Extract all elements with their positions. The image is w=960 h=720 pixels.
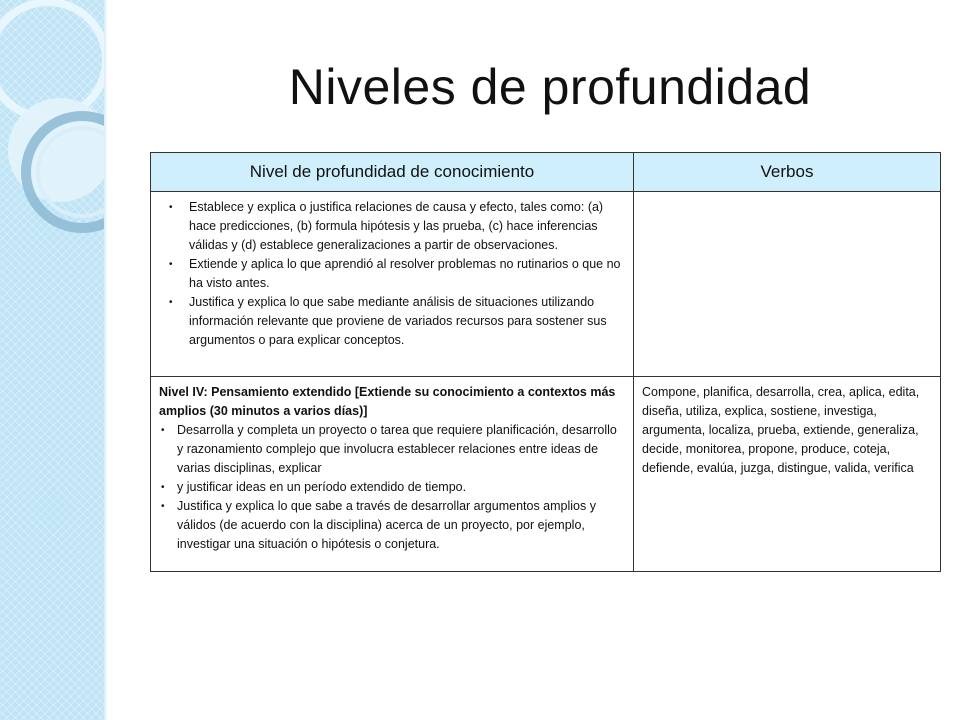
depth-levels-table <box>150 152 941 572</box>
decorative-circles <box>0 0 107 720</box>
bullet-list <box>159 421 625 554</box>
verbs-cell-empty <box>634 192 941 377</box>
list-item: • Establece y explica o justifica relaciones de causa y efecto, tales como: (a) hace predicciones, (b) formula hipótesis y las prueba, (c) hace inferencias válidas y (d) establece generalizaciones a partir de observaciones. <box>159 198 625 255</box>
column-header-verbs: Verbos <box>634 153 941 192</box>
list-item: • Justifica y explica lo que sabe mediante análisis de situaciones utilizando información relevante que proviene de variados recursos para sostener sus argumentos o para explicar conceptos. <box>159 293 625 350</box>
table-row <box>151 377 941 572</box>
level-description-cell <box>151 377 634 572</box>
list-item: • Extiende y aplica lo que aprendió al resolver problemas no rutinarios o que no ha visto antes. <box>159 255 625 293</box>
slide-title: Niveles de profundidad <box>288 59 812 115</box>
list-item: • Desarrolla y completa un proyecto o tarea que requiere planificación, desarrollo y razonamiento complejo que involucra establecer relaciones entre ideas de varias disciplinas, explicar <box>159 421 625 478</box>
verbs-text-1: Compone, planifica, desarrolla, crea, aplica, edita, diseña, utiliza, explica, sostiene, investiga, <box>642 385 920 418</box>
verbs-text-2: argumenta, localiza, prueba, extiende, generaliza, decide, monitorea, propone, produce, coteja, defiende, evalúa, juzga, distingue, valida, verifica <box>642 423 919 475</box>
decorative-sidebar <box>0 0 107 720</box>
list-item: • y justificar ideas en un período extendido de tiempo. <box>159 478 625 497</box>
sidebar-edge <box>104 0 107 720</box>
bullet-list <box>159 198 625 350</box>
verbs-cell <box>634 377 941 572</box>
level-heading: Nivel IV: Pensamiento extendido [Extiende su conocimiento a contextos más amplios (30 minutos a varios días)] <box>159 385 616 418</box>
table-row <box>151 192 941 377</box>
level-description-cell <box>151 192 634 377</box>
list-item: • Justifica y explica lo que sabe a través de desarrollar argumentos amplios y válidos (de acuerdo con la disciplina) acerca de un proyecto, por ejemplo, investigar una situación o hipótesis o conjetura. <box>159 497 625 554</box>
column-header-level: Nivel de profundidad de conocimiento <box>151 153 634 192</box>
table-header-row <box>151 153 941 192</box>
